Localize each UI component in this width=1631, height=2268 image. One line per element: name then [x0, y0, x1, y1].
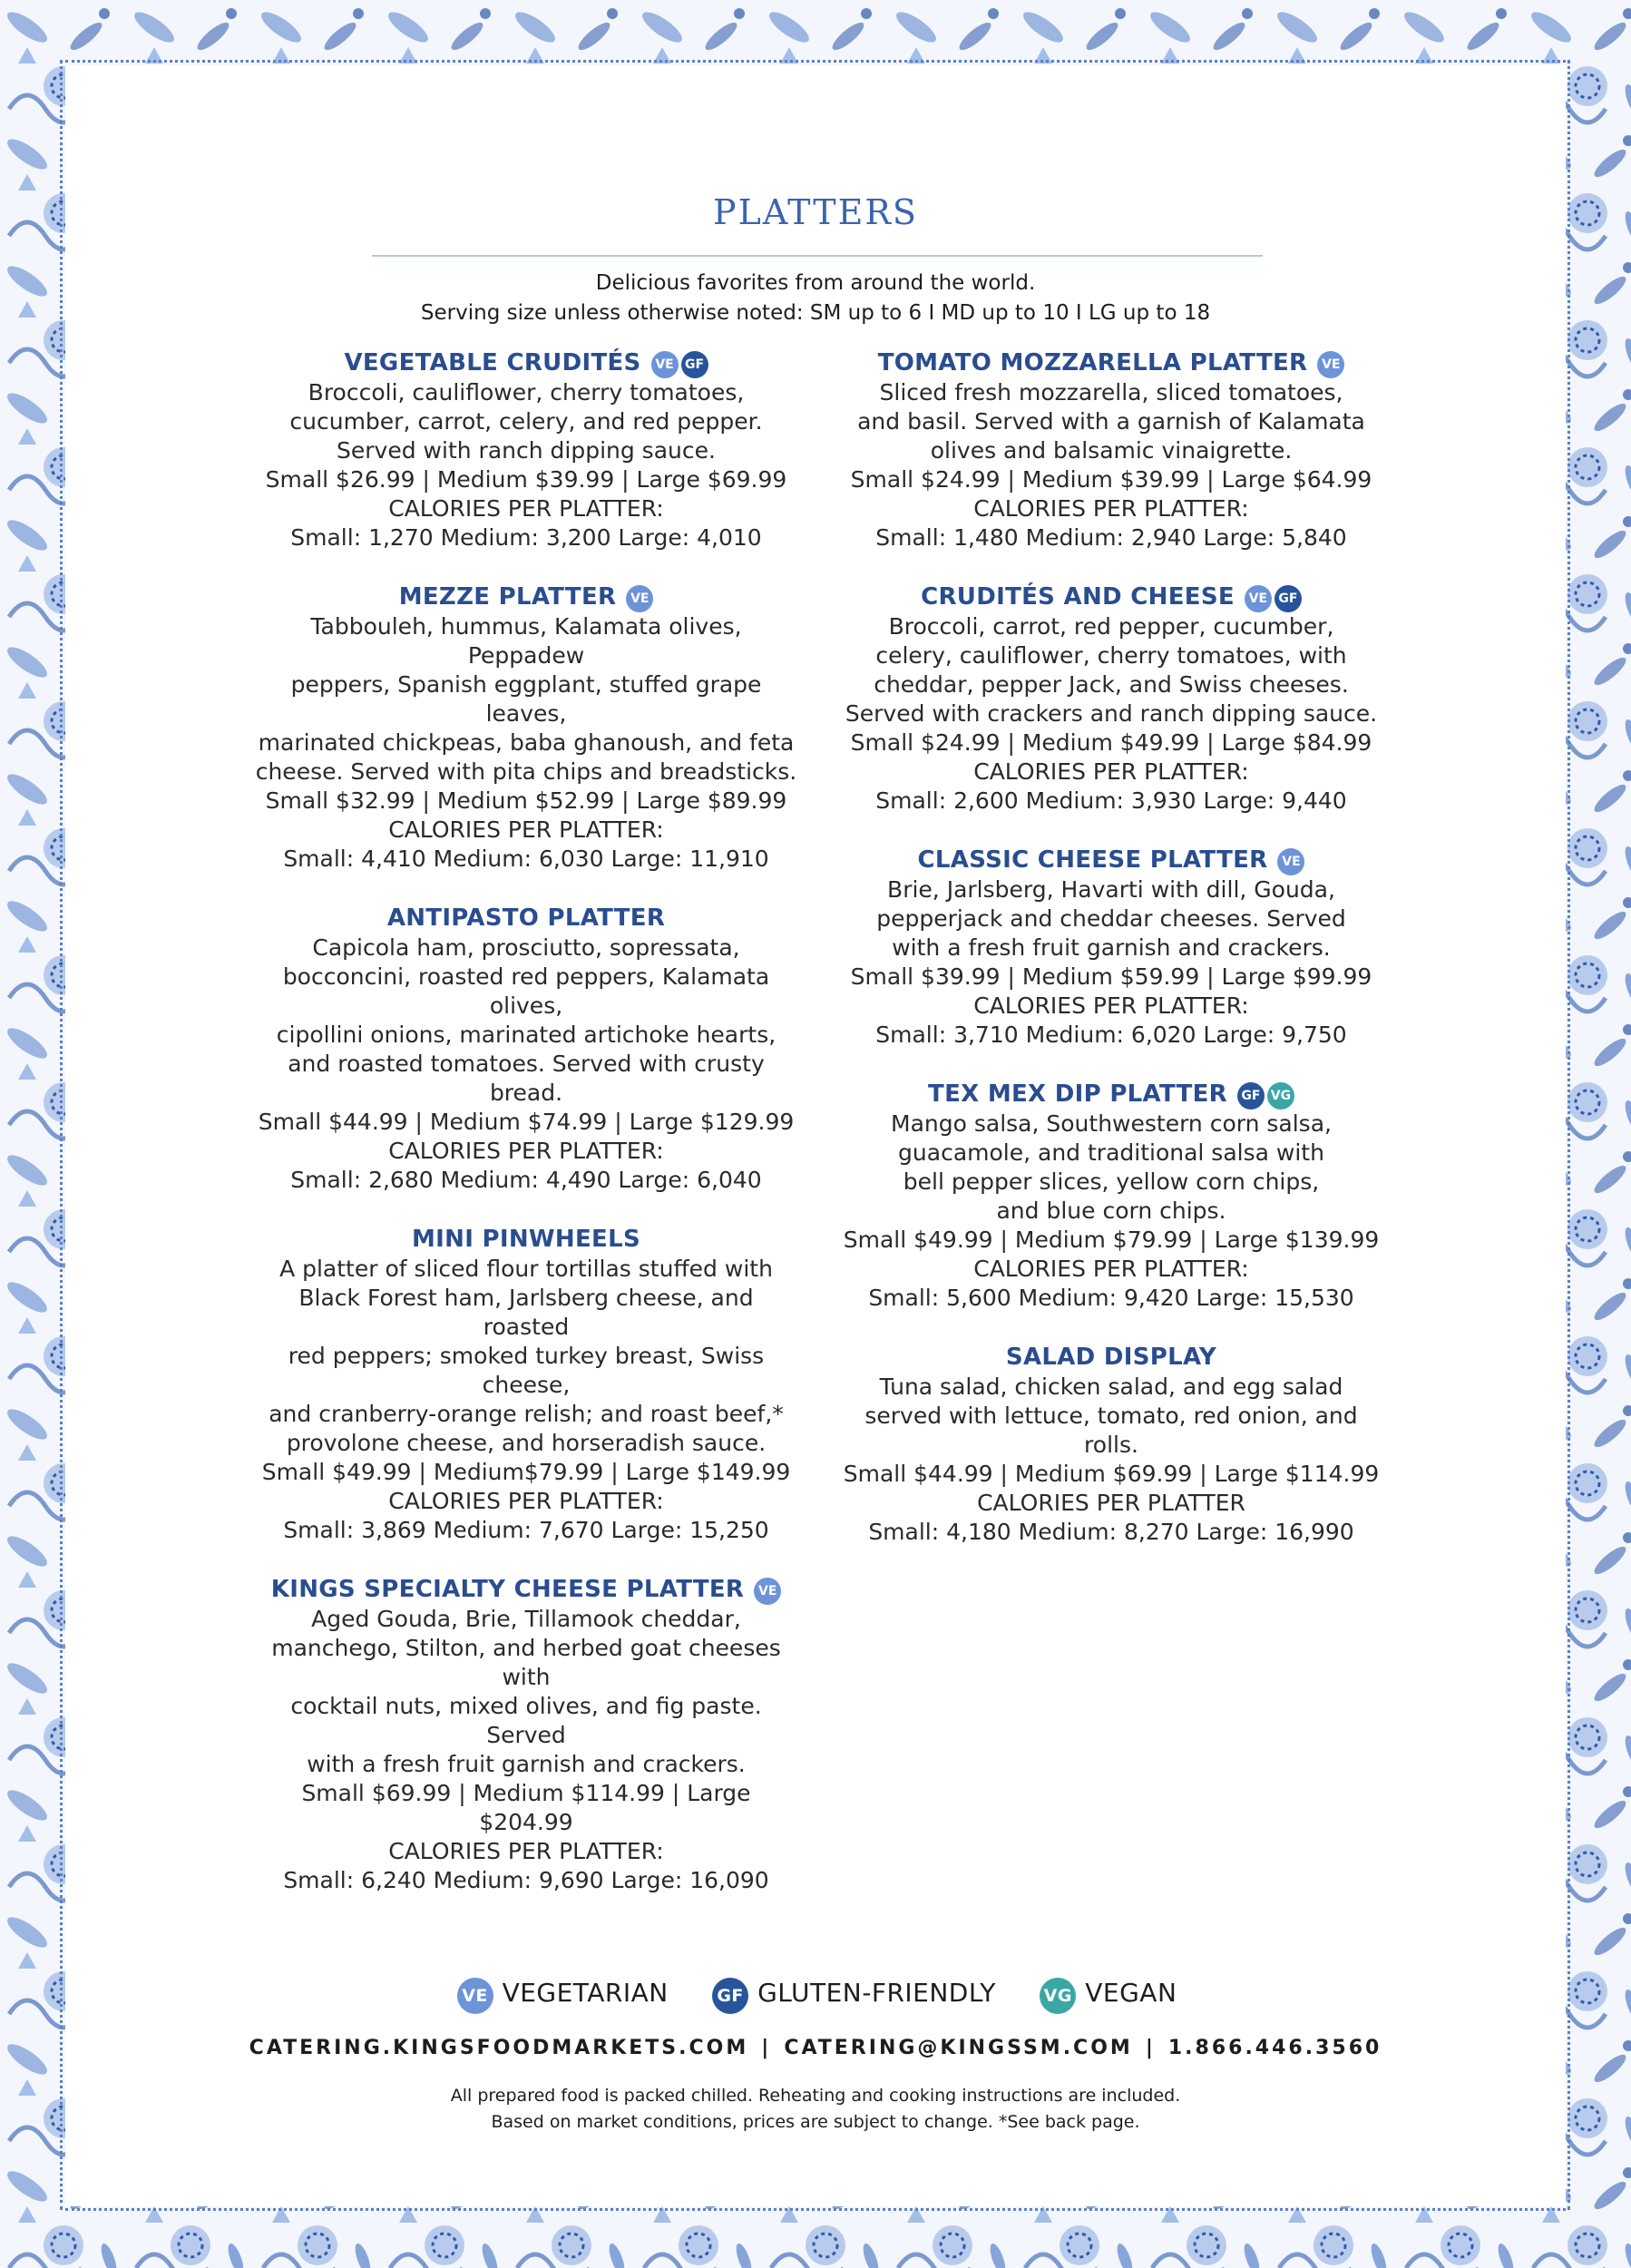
dotted-frame-right: [1568, 60, 1570, 2210]
item-description-line: bocconcini, roasted red peppers, Kalamata olives,: [282, 963, 770, 1019]
item-calories-label: CALORIES PER PLATTER:: [388, 816, 664, 843]
menu-item: [839, 1079, 1383, 1313]
gluten-friendly-badge-icon: GF: [1275, 585, 1302, 612]
item-prices: Small $49.99 | Medium $79.99 | Large $139.99: [843, 1227, 1380, 1253]
vegetarian-badge-icon: VE: [626, 585, 653, 612]
contact-separator: |: [1145, 2037, 1156, 2059]
item-description-line: Capicola ham, prosciutto, sopressata,: [312, 934, 740, 961]
item-description-line: Broccoli, cauliflower, cherry tomatoes,: [308, 379, 745, 406]
item-description-line: A platter of sliced flour tortillas stuffed with: [279, 1256, 773, 1282]
item-description-line: Tabbouleh, hummus, Kalamata olives, Peppadew: [310, 613, 742, 669]
item-calories: Small: 6,240 Medium: 9,690 Large: 16,090: [283, 1867, 769, 1893]
menu-item: [254, 347, 798, 552]
item-calories: Small: 2,600 Medium: 3,930 Large: 9,440: [875, 787, 1347, 814]
item-description-line: and roasted tomatoes. Served with crusty bread.: [288, 1051, 765, 1106]
item-calories-label: CALORIES PER PLATTER:: [388, 1838, 664, 1864]
item-calories-label: CALORIES PER PLATTER:: [388, 1138, 664, 1164]
item-description-line: Brie, Jarlsberg, Havarti with dill, Gouda,: [887, 876, 1335, 903]
website-link[interactable]: CATERING.KINGSFOODMARKETS.COM: [249, 2037, 749, 2059]
item-name: ANTIPASTO PLATTER: [386, 904, 666, 932]
item-name: KINGS SPECIALTY CHEESE PLATTER: [270, 1576, 745, 1603]
intro-text: [0, 269, 1631, 328]
item-description-line: Tuna salad, chicken salad, and egg salad: [879, 1374, 1343, 1400]
gluten-friendly-badge-icon: GF: [1237, 1082, 1265, 1110]
item-description-line: Black Forest ham, Jarlsberg cheese, and roasted: [298, 1285, 754, 1340]
footnote: [0, 2083, 1631, 2136]
contact-line: [0, 2037, 1631, 2059]
item-description-line: with a fresh fruit garnish and crackers.: [307, 1751, 746, 1777]
item-calories: Small: 4,410 Medium: 6,030 Large: 11,910: [283, 846, 769, 872]
item-description-line: marinated chickpeas, baba ghanoush, and feta: [258, 729, 795, 756]
item-description-line: and blue corn chips.: [996, 1198, 1226, 1224]
item-description-line: cheddar, pepper Jack, and Swiss cheeses.: [874, 671, 1349, 698]
menu-item: [254, 582, 798, 874]
footnote-line-1: All prepared food is packed chilled. Reheating and cooking instructions are included.: [450, 2086, 1181, 2106]
vegetarian-badge-icon: VE: [1277, 848, 1304, 875]
email-link[interactable]: CATERING@KINGSSM.COM: [784, 2037, 1133, 2059]
menu-column-left: [254, 347, 798, 1895]
item-calories: Small: 3,869 Medium: 7,670 Large: 15,250: [283, 1517, 769, 1543]
item-name: TEX MEX DIP PLATTER: [928, 1080, 1227, 1108]
item-description-line: Mango salsa, Southwestern corn salsa,: [891, 1110, 1332, 1137]
footnote-line-2: Based on market conditions, prices are subject to change. *See back page.: [491, 2112, 1140, 2132]
item-description-line: Broccoli, carrot, red pepper, cucumber,: [888, 613, 1334, 640]
item-prices: Small $49.99 | Medium$79.99 | Large $149.99: [261, 1459, 791, 1485]
gluten-friendly-badge-icon: GF: [712, 1978, 748, 2014]
item-calories: Small: 3,710 Medium: 6,020 Large: 9,750: [875, 1022, 1347, 1048]
item-description-line: cheese. Served with pita chips and breadsticks.: [255, 758, 797, 785]
item-description-line: provolone cheese, and horseradish sauce.: [286, 1430, 767, 1456]
item-prices: Small $26.99 | Medium $39.99 | Large $69.99: [265, 466, 787, 493]
vegetarian-badge-icon: VE: [1317, 351, 1344, 378]
item-calories-label: CALORIES PER PLATTER:: [973, 495, 1249, 522]
item-prices: Small $44.99 | Medium $74.99 | Large $129.99: [258, 1109, 795, 1135]
item-description-line: with a fresh fruit garnish and crackers.: [892, 934, 1331, 961]
item-description-line: peppers, Spanish eggplant, stuffed grape leaves,: [290, 671, 762, 727]
item-description-line: pepperjack and cheddar cheeses. Served: [876, 905, 1346, 932]
phone-number[interactable]: 1.866.446.3560: [1167, 2037, 1382, 2059]
intro-line-1: Delicious favorites from around the world.: [595, 271, 1036, 295]
item-prices: Small $69.99 | Medium $114.99 | Large $204.99: [301, 1780, 751, 1835]
menu-item: [839, 1342, 1383, 1547]
item-calories-label: CALORIES PER PLATTER:: [973, 1256, 1249, 1282]
menu-item: [839, 582, 1383, 816]
page-title: PLATTERS: [713, 192, 918, 232]
dietary-legend: [0, 1978, 1631, 2014]
item-name: CLASSIC CHEESE PLATTER: [917, 846, 1268, 874]
menu-column-right: [839, 347, 1383, 1547]
item-description-line: cucumber, carrot, celery, and red pepper.: [289, 408, 763, 435]
gluten-friendly-badge-icon: GF: [681, 351, 708, 378]
legend-label: VEGAN: [1085, 1978, 1177, 2008]
item-prices: Small $44.99 | Medium $69.99 | Large $114.99: [843, 1461, 1380, 1487]
vegan-badge-icon: VG: [1040, 1978, 1076, 2014]
dotted-frame-top: [65, 60, 1566, 63]
item-description-line: Sliced fresh mozzarella, sliced tomatoes,: [879, 379, 1343, 406]
item-calories: Small: 5,600 Medium: 9,420 Large: 15,530: [868, 1285, 1354, 1311]
item-prices: Small $24.99 | Medium $39.99 | Large $64.99: [850, 466, 1372, 493]
legend-label: GLUTEN-FRIENDLY: [757, 1978, 996, 2008]
vegetarian-badge-icon: VE: [754, 1578, 781, 1605]
legend-vegan: [1037, 1978, 1177, 2014]
dotted-frame-left: [60, 60, 63, 2210]
item-description-line: Served with ranch dipping sauce.: [337, 437, 716, 464]
item-name: SALAD DISPLAY: [1005, 1344, 1217, 1371]
item-description-line: guacamole, and traditional salsa with: [898, 1139, 1324, 1166]
menu-item: [839, 347, 1383, 552]
item-calories-label: CALORIES PER PLATTER:: [388, 495, 664, 522]
menu-item: [254, 1224, 798, 1545]
dotted-frame-bottom: [65, 2208, 1566, 2211]
vegan-badge-icon: VG: [1267, 1082, 1294, 1110]
item-description-line: cocktail nuts, mixed olives, and fig paste. Served: [290, 1693, 762, 1748]
item-description-line: manchego, Stilton, and herbed goat cheeses with: [271, 1635, 781, 1690]
item-description-line: red peppers; smoked turkey breast, Swiss cheese,: [288, 1343, 765, 1398]
item-calories-label: CALORIES PER PLATTER:: [388, 1488, 664, 1514]
item-description-line: Aged Gouda, Brie, Tillamook cheddar,: [311, 1606, 741, 1632]
title-divider: [372, 255, 1263, 257]
item-calories: Small: 1,270 Medium: 3,200 Large: 4,010: [290, 524, 762, 551]
item-name: MINI PINWHEELS: [412, 1226, 640, 1253]
legend-gluten-friendly: [709, 1978, 996, 2014]
item-calories-label: CALORIES PER PLATTER: [977, 1490, 1245, 1516]
item-prices: Small $32.99 | Medium $52.99 | Large $89.99: [265, 787, 787, 814]
item-description-line: olives and balsamic vinaigrette.: [930, 437, 1293, 464]
item-description-line: served with lettuce, tomato, red onion, and rolls.: [864, 1403, 1358, 1458]
vegetarian-badge-icon: VE: [1245, 585, 1272, 612]
item-name: MEZZE PLATTER: [398, 583, 617, 611]
item-name: TOMATO MOZZARELLA PLATTER: [877, 349, 1308, 376]
contact-separator: |: [761, 2037, 772, 2059]
item-calories-label: CALORIES PER PLATTER:: [973, 992, 1249, 1019]
legend-vegetarian: [454, 1978, 669, 2014]
item-description-line: cipollini onions, marinated artichoke hearts,: [276, 1022, 776, 1048]
vegetarian-badge-icon: VE: [457, 1978, 493, 2014]
item-prices: Small $24.99 | Medium $49.99 | Large $84.99: [850, 729, 1372, 756]
item-calories-label: CALORIES PER PLATTER:: [973, 758, 1249, 785]
item-calories: Small: 2,680 Medium: 4,490 Large: 6,040: [290, 1167, 762, 1193]
vegetarian-badge-icon: VE: [651, 351, 679, 378]
item-description-line: celery, cauliflower, cherry tomatoes, with: [875, 642, 1347, 669]
item-name: CRUDITÉS AND CHEESE: [921, 583, 1235, 611]
item-description-line: Served with crackers and ranch dipping sauce.: [845, 700, 1378, 727]
menu-item: [254, 903, 798, 1195]
item-name: VEGETABLE CRUDITÉS: [344, 349, 641, 376]
item-description-line: and cranberry-orange relish; and roast beef,*: [269, 1401, 784, 1427]
item-description-line: and basil. Served with a garnish of Kalamata: [857, 408, 1365, 435]
item-description-line: bell pepper slices, yellow corn chips,: [903, 1168, 1320, 1195]
item-prices: Small $39.99 | Medium $59.99 | Large $99.99: [850, 963, 1372, 990]
item-calories: Small: 1,480 Medium: 2,940 Large: 5,840: [875, 524, 1347, 551]
item-calories: Small: 4,180 Medium: 8,270 Large: 16,990: [868, 1519, 1354, 1545]
menu-item: [839, 845, 1383, 1050]
intro-line-2: Serving size unless otherwise noted: SM up to 6 I MD up to 10 I LG up to 18: [420, 301, 1211, 325]
legend-label: VEGETARIAN: [502, 1978, 669, 2008]
menu-item: [254, 1574, 798, 1895]
